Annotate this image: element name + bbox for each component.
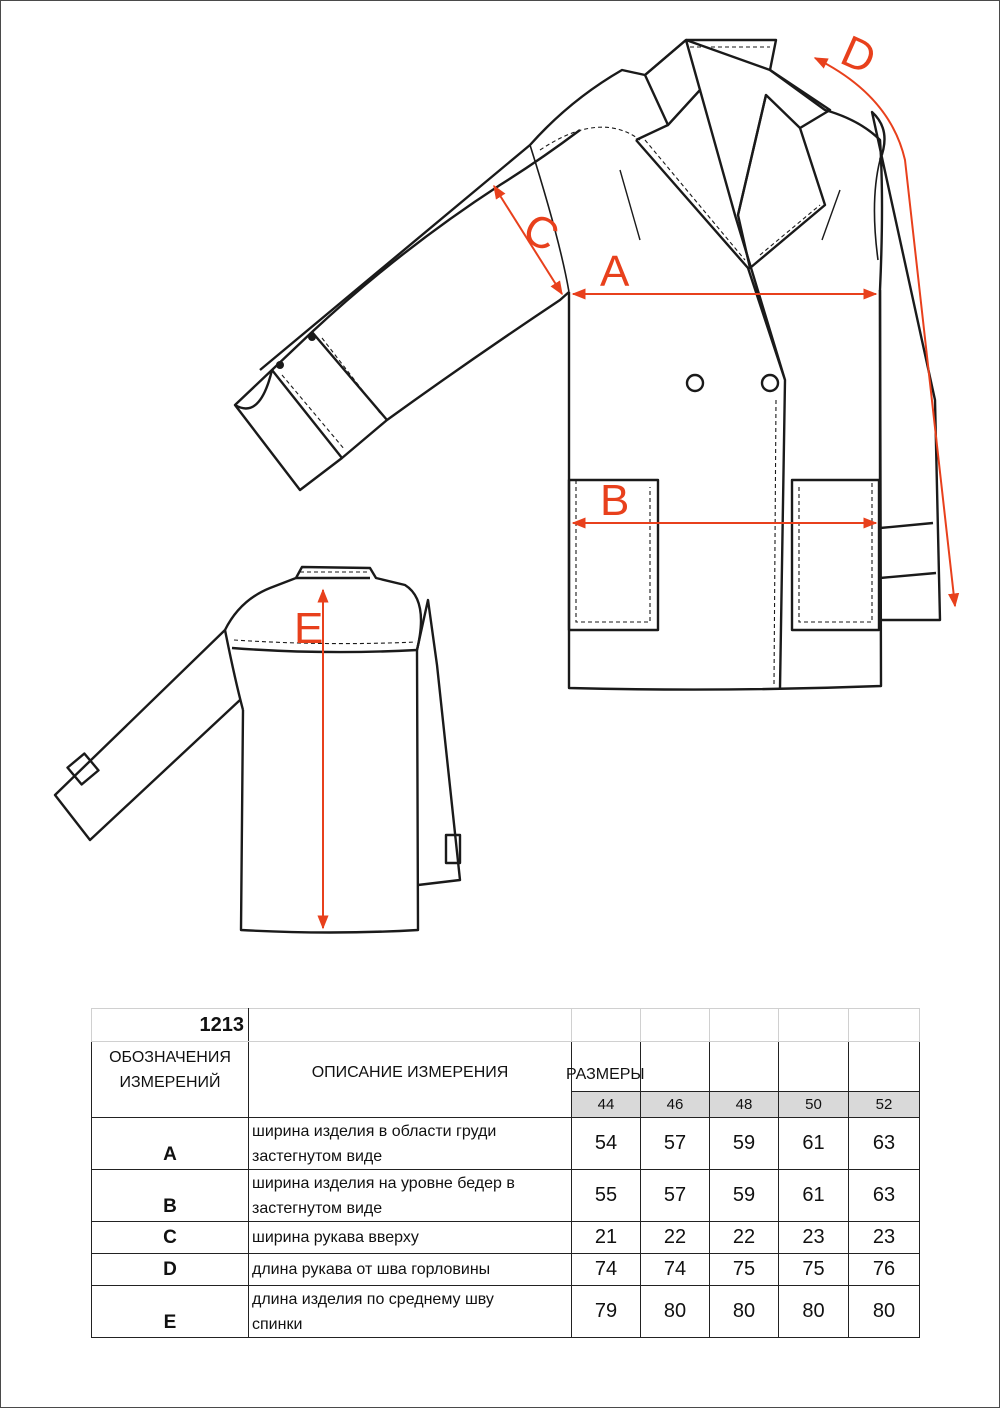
label-e: E [294, 604, 324, 653]
button-left [687, 375, 703, 391]
header-description: ОПИСАНИЕ ИЗМЕРЕНИЯ [249, 1042, 572, 1118]
size-48: 48 [710, 1092, 779, 1118]
label-c: C [515, 203, 567, 262]
size-50: 50 [779, 1092, 849, 1118]
label-b: B [600, 476, 630, 525]
size-chart-table [91, 1008, 920, 1338]
front-stitching [282, 47, 872, 684]
size-44: 44 [572, 1092, 641, 1118]
header-codes: ОБОЗНАЧЕНИЯ ИЗМЕРЕНИЙ [92, 1042, 249, 1118]
table-row: D длина рукава от шва горловины 74 74 75 75 76 [92, 1254, 920, 1286]
back-stitching [234, 572, 416, 644]
table-row: A ширина изделия в области груди застегнутом виде 54 57 59 61 63 [92, 1118, 920, 1170]
button-right [762, 375, 778, 391]
back-view [55, 567, 460, 933]
front-view [235, 40, 940, 690]
table-row: E длина изделия по среднему шву спинки 79 80 80 80 80 [92, 1286, 920, 1338]
label-d: D [833, 26, 883, 85]
back-yoke [232, 648, 417, 652]
pocket-right [792, 480, 879, 630]
back-right-sleeve [417, 600, 460, 885]
front-lapel-right [738, 70, 830, 268]
back-body-outline [55, 567, 421, 933]
measurement-letters [294, 26, 883, 653]
size-52: 52 [849, 1092, 920, 1118]
table-row: C ширина рукава вверху 21 22 22 23 23 [92, 1222, 920, 1254]
model-number: 1213 [92, 1009, 249, 1042]
table-row: B ширина изделия на уровне бедер в застегнутом виде 55 57 59 61 63 [92, 1170, 920, 1222]
front-left-sleeve [235, 130, 580, 490]
label-a: A [600, 247, 630, 296]
header-sizes: РАЗМЕРЫ [572, 1042, 641, 1092]
front-collar [645, 40, 776, 125]
size-46: 46 [641, 1092, 710, 1118]
